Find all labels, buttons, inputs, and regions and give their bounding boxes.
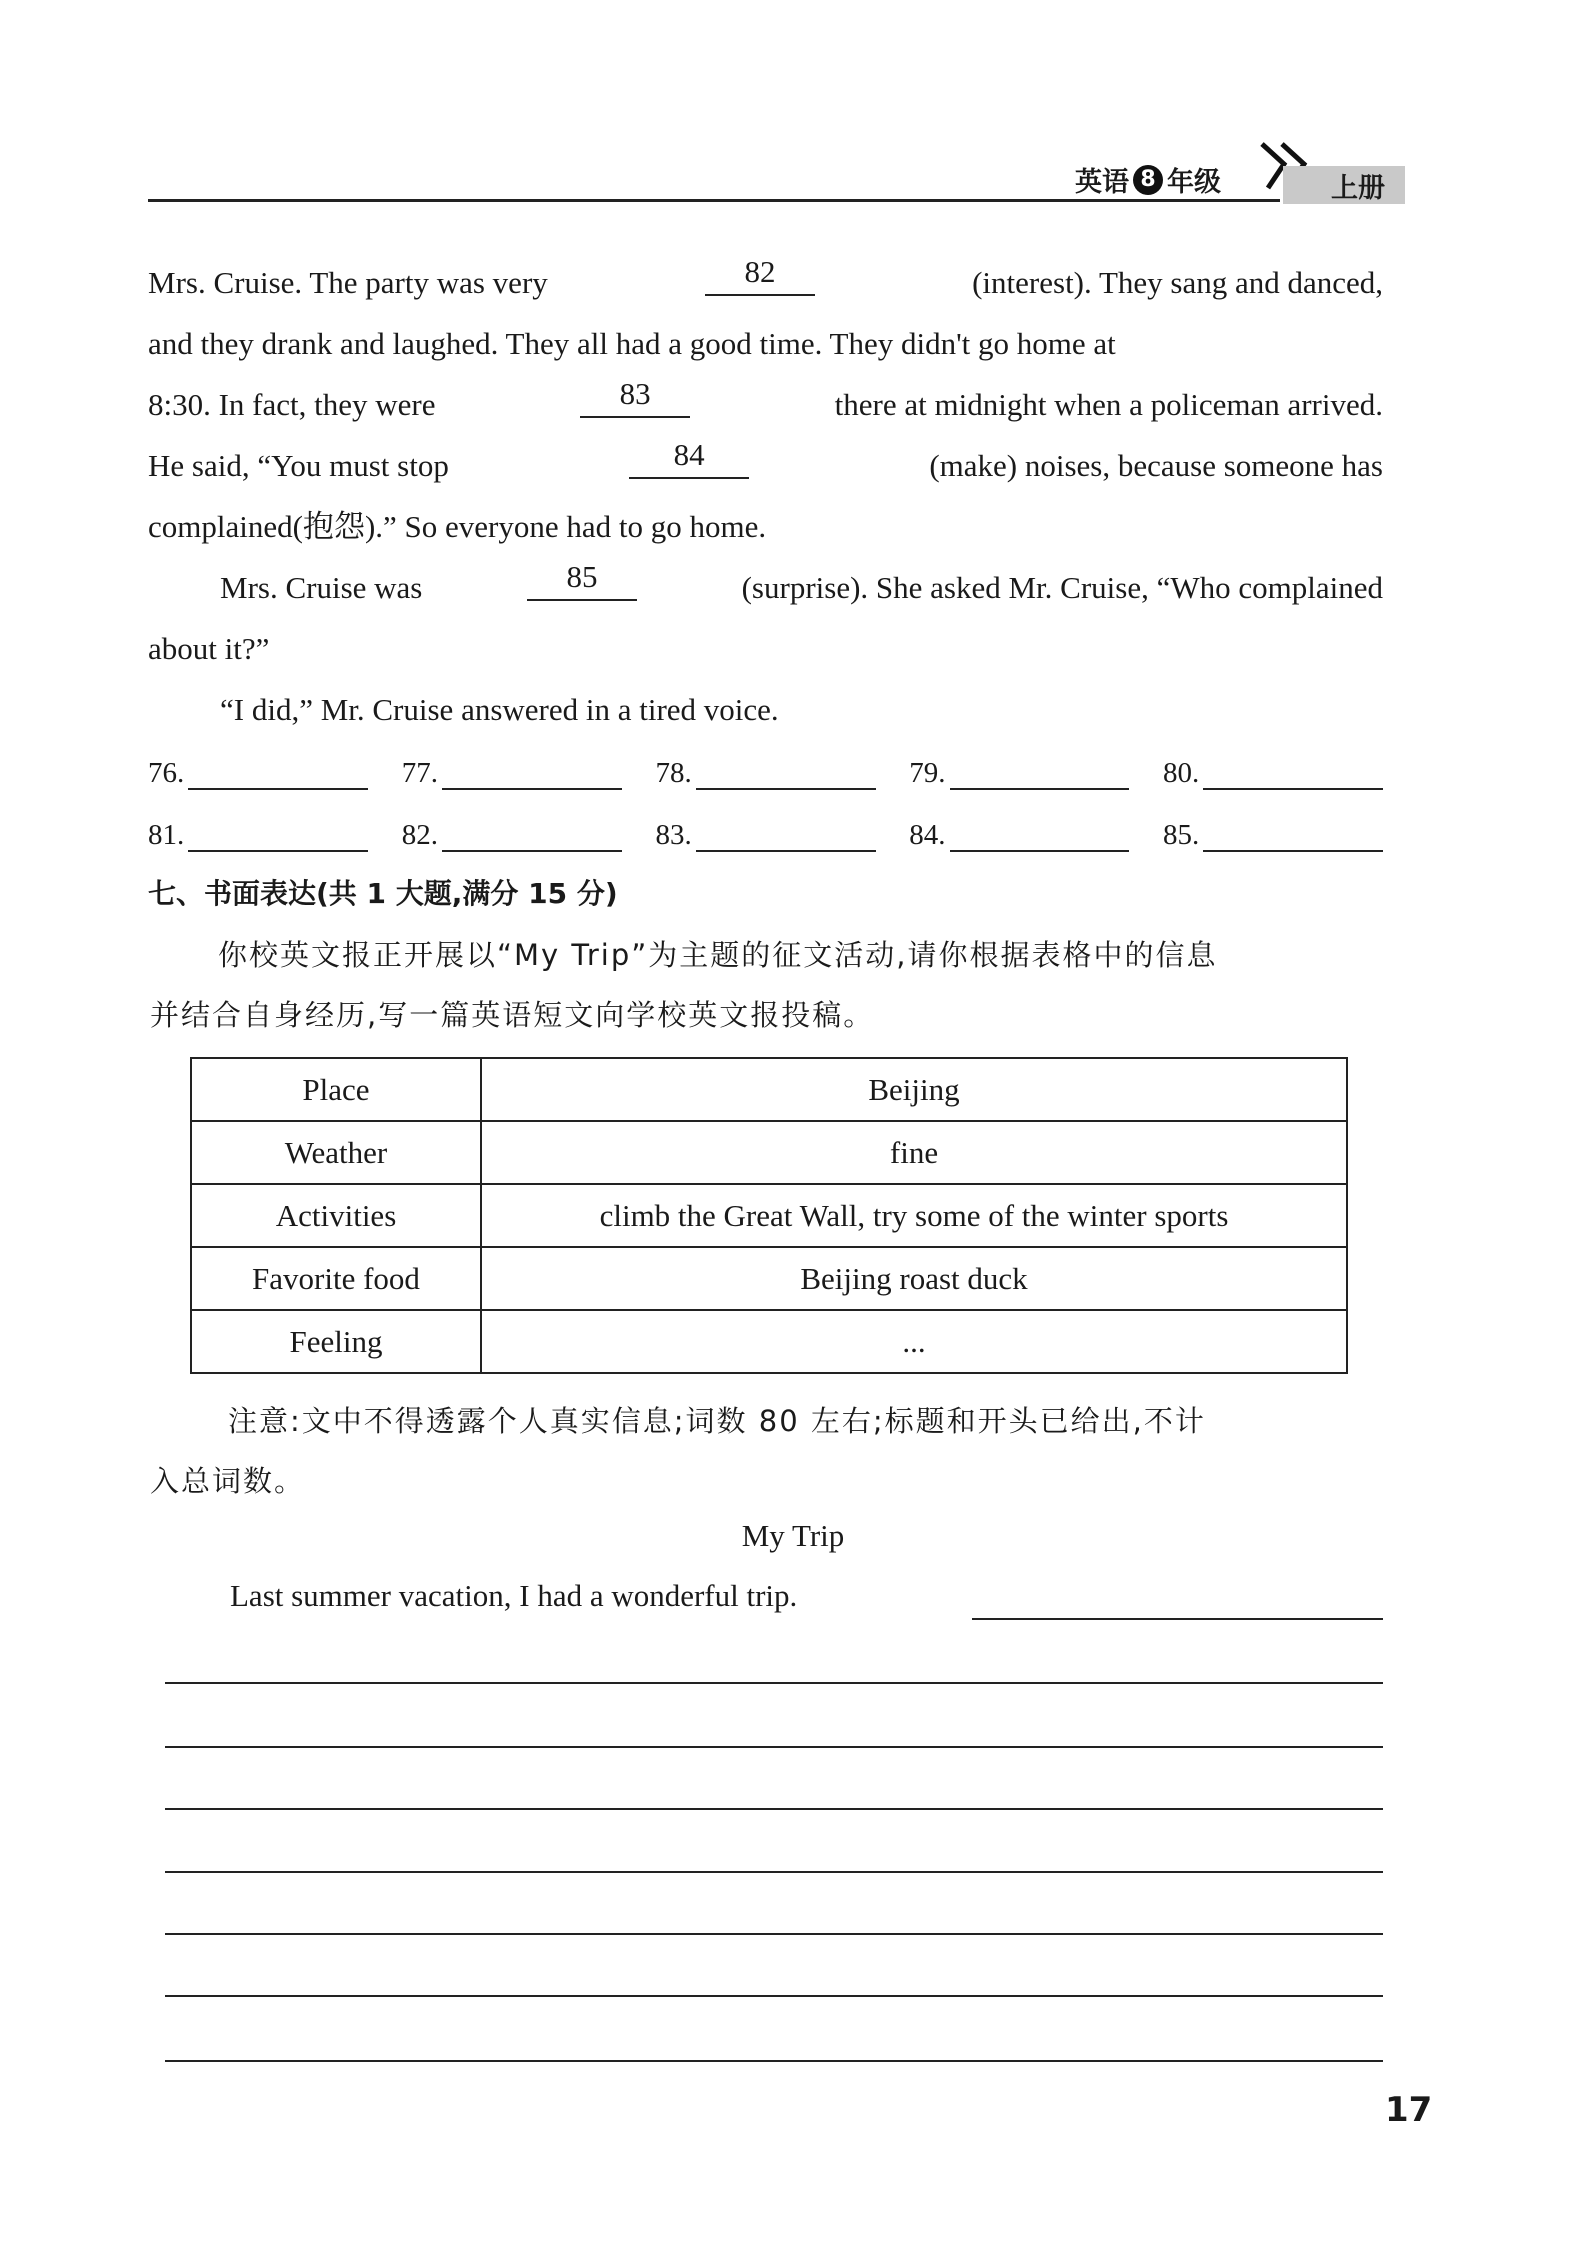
writing-line[interactable] (972, 1618, 1383, 1620)
blank-84: 84 (629, 435, 749, 479)
blank-85: 85 (527, 557, 637, 601)
table-cell-value: fine (481, 1121, 1347, 1184)
answer-slot[interactable] (909, 752, 1129, 790)
note-line: 入总词数。 (150, 1464, 306, 1498)
writing-line[interactable] (165, 2060, 1383, 2062)
answer-number: 79. (909, 757, 946, 789)
answer-line (188, 814, 368, 852)
answer-slot[interactable] (1163, 814, 1383, 852)
passage-text: 8:30. In fact, they were (148, 387, 436, 422)
answer-number: 76. (148, 757, 185, 789)
header-volume: 上册 (1283, 166, 1405, 204)
passage-paragraph-2 (148, 557, 1383, 679)
writing-line[interactable] (165, 1682, 1383, 1684)
writing-line[interactable] (165, 1746, 1383, 1748)
table-cell-label: Place (191, 1058, 481, 1121)
answer-number: 82. (401, 819, 438, 851)
answer-number: 81. (148, 819, 185, 851)
answer-line (442, 752, 622, 790)
writing-line[interactable] (165, 1808, 1383, 1810)
answer-number: 77. (401, 757, 438, 789)
table-cell-value: Beijing roast duck (481, 1247, 1347, 1310)
answer-line (1203, 752, 1383, 790)
answer-line (696, 814, 876, 852)
table-cell-value: climb the Great Wall, try some of the winter sports (481, 1184, 1347, 1247)
answer-row-1 (148, 752, 1383, 790)
answer-number: 83. (655, 819, 692, 851)
answer-number: 78. (655, 757, 692, 789)
table-row (191, 1184, 1347, 1247)
passage-paragraph-3 (148, 679, 1383, 740)
answer-row-2 (148, 814, 1383, 852)
passage-paragraph-1 (148, 252, 1383, 557)
table-row (191, 1247, 1347, 1310)
passage-text: (make) noises, because someone has (929, 448, 1383, 483)
answer-number: 85. (1163, 819, 1200, 851)
answer-slot[interactable] (656, 814, 876, 852)
header-rule (148, 199, 1280, 202)
passage-text: Mrs. Cruise. The party was very (148, 265, 548, 300)
answer-slot[interactable] (402, 752, 622, 790)
passage-text: there at midnight when a policeman arrived. (834, 387, 1383, 422)
passage-text: “I did,” Mr. Cruise answered in a tired voice. (220, 692, 779, 727)
book-header (1075, 160, 1221, 199)
answer-line (188, 752, 368, 790)
table-row (191, 1058, 1347, 1121)
table-cell-value: ... (481, 1310, 1347, 1373)
table-cell-label: Feeling (191, 1310, 481, 1373)
table-row (191, 1121, 1347, 1184)
answer-slot[interactable] (148, 814, 368, 852)
answer-slot[interactable] (1163, 752, 1383, 790)
answer-line (696, 752, 876, 790)
table-row (191, 1310, 1347, 1373)
passage-text: complained(抱怨).” So everyone had to go home. (148, 509, 767, 544)
essay-title: My Trip (741, 1518, 845, 1553)
header-grade: 年级 (1167, 167, 1221, 198)
table-cell-value: Beijing (481, 1058, 1347, 1121)
passage-text: (interest). They sang and danced, (972, 265, 1383, 300)
writing-line[interactable] (165, 1995, 1383, 1997)
header-grade-number: 8 (1133, 165, 1163, 195)
passage-text: about it?” (148, 631, 270, 666)
answer-number: 80. (1163, 757, 1200, 789)
table-cell-label: Favorite food (191, 1247, 481, 1310)
passage-text: (surprise). She asked Mr. Cruise, “Who complained (741, 570, 1383, 605)
blank-83: 83 (580, 374, 690, 418)
passage-text: Mrs. Cruise was (220, 570, 423, 605)
writing-line[interactable] (165, 1933, 1383, 1935)
answer-slot[interactable] (148, 752, 368, 790)
answer-line (442, 814, 622, 852)
info-table (190, 1057, 1348, 1374)
answer-number: 84. (909, 819, 946, 851)
instruction-line: 你校英文报正开展以“My Trip”为主题的征文活动,请你根据表格中的信息 (218, 938, 1218, 972)
note-line: 注意:文中不得透露个人真实信息;词数 80 左右;标题和开头已给出,不计 (228, 1404, 1206, 1438)
passage-text: He said, “You must stop (148, 448, 449, 483)
passage-text: and they drank and laughed. They all had a good time. They didn't go home at (148, 326, 1116, 361)
instruction-line: 并结合自身经历,写一篇英语短文向学校英文报投稿。 (150, 998, 875, 1032)
answer-line (1203, 814, 1383, 852)
header-subject: 英语 (1075, 167, 1129, 198)
section-title: 七、书面表达(共 1 大题,满分 15 分) (148, 877, 618, 910)
answer-slot[interactable] (909, 814, 1129, 852)
answer-line (950, 814, 1130, 852)
answer-slot[interactable] (656, 752, 876, 790)
blank-82: 82 (705, 252, 815, 296)
table-cell-label: Activities (191, 1184, 481, 1247)
page-number: 17 (1385, 2090, 1433, 2130)
table-cell-label: Weather (191, 1121, 481, 1184)
writing-line[interactable] (165, 1871, 1383, 1873)
answer-slot[interactable] (402, 814, 622, 852)
answer-line (950, 752, 1130, 790)
essay-opening: Last summer vacation, I had a wonderful trip. (230, 1578, 798, 1613)
